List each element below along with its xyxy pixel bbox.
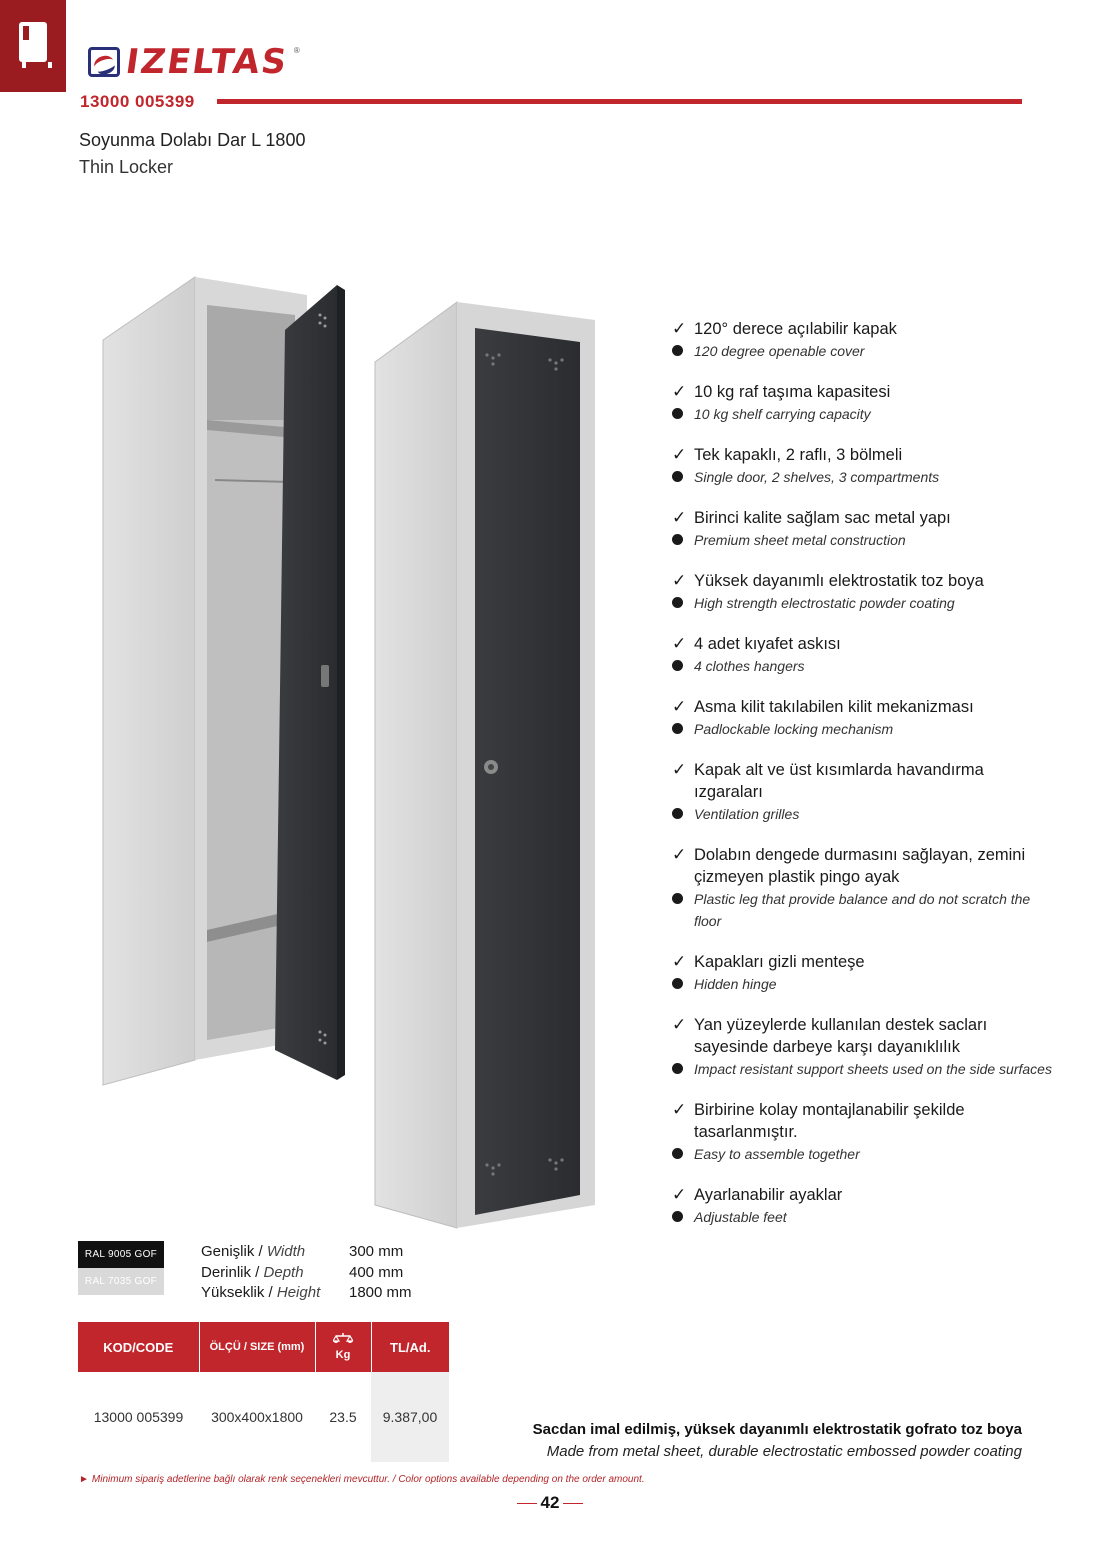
ral-swatch-black: RAL 9005 GOF xyxy=(78,1241,164,1268)
check-icon: ✓ xyxy=(672,1015,687,1034)
coating-note-tr: Sacdan imal edilmiş, yüksek dayanımlı elektrostatik gofrato toz boya xyxy=(532,1421,1022,1438)
feature-text-en: 4 clothes hangers xyxy=(694,658,805,674)
feature-item xyxy=(672,444,1052,488)
footnote-text: Minimum sipariş adetlerine bağlı olarak renk seçenekleri mevcuttur. / Color options available depending on the order amount. xyxy=(91,1474,645,1485)
feature-list xyxy=(672,318,1052,1247)
check-icon: ✓ xyxy=(672,760,687,779)
feature-text-en: 120 degree openable cover xyxy=(694,343,865,359)
bullet-icon xyxy=(672,1143,694,1165)
header-size: ÖLÇÜ / SIZE (mm) xyxy=(199,1322,315,1372)
check-icon: ✓ xyxy=(672,382,687,401)
feature-text-en: 10 kg shelf carrying capacity xyxy=(694,406,871,422)
feature-item xyxy=(672,318,1052,362)
open-locker xyxy=(103,277,345,1085)
footnote xyxy=(79,1474,645,1485)
feature-text-en: Premium sheet metal construction xyxy=(694,532,906,548)
header-rule xyxy=(217,99,1022,104)
feature-text-tr: Asma kilit takılabilen kilit mekanizması xyxy=(694,698,974,716)
feature-item xyxy=(672,570,1052,614)
triangle-arrow-icon: ► xyxy=(79,1474,89,1485)
feature-item xyxy=(672,1099,1052,1165)
product-image xyxy=(95,270,605,1240)
bullet-icon xyxy=(672,340,694,362)
feature-text-tr: 120° derece açılabilir kapak xyxy=(694,320,897,338)
feature-text-en: Ventilation grilles xyxy=(694,806,800,822)
header-kg: Kg xyxy=(335,1349,351,1361)
feature-text-en: Easy to assemble together xyxy=(694,1146,860,1162)
check-icon: ✓ xyxy=(672,571,687,590)
feature-text-tr: 10 kg raf taşıma kapasitesi xyxy=(694,383,891,401)
check-icon: ✓ xyxy=(672,845,687,864)
cell-price: 9.387,00 xyxy=(371,1372,449,1462)
table-row xyxy=(78,1372,449,1462)
header-code: KOD/CODE xyxy=(78,1322,199,1372)
page-number xyxy=(0,1493,1100,1513)
bullet-icon xyxy=(672,466,694,488)
bullet-icon xyxy=(672,592,694,614)
dimension-label-tr: Yükseklik xyxy=(201,1284,265,1301)
check-icon: ✓ xyxy=(672,634,687,653)
feature-text-en: Single door, 2 shelves, 3 compartments xyxy=(694,469,940,485)
feature-text-en: Impact resistant support sheets used on the side surfaces xyxy=(694,1061,1052,1077)
feature-text-en: Hidden hinge xyxy=(694,976,777,992)
bullet-icon xyxy=(672,655,694,677)
feature-item xyxy=(672,844,1052,932)
dimension-row: Genişlik / Width 300 mm xyxy=(201,1242,412,1263)
dimensions-list xyxy=(201,1242,412,1304)
feature-text-tr: Birbirine kolay montajlanabilir şekilde tasarlanmıştır. xyxy=(694,1101,965,1141)
feature-item xyxy=(672,759,1052,825)
cell-size: 300x400x1800 xyxy=(211,1409,303,1425)
cell-code: 13000 005399 xyxy=(93,1409,184,1425)
dimension-label-en: Width xyxy=(266,1243,306,1260)
feature-item xyxy=(672,696,1052,740)
dimension-row: Yükseklik / Height 1800 mm xyxy=(201,1283,412,1304)
feature-item xyxy=(672,1014,1052,1080)
bullet-icon xyxy=(672,888,694,932)
brand-mark-icon xyxy=(88,47,120,77)
feature-text-tr: Kapakları gizli menteşe xyxy=(694,953,865,971)
bullet-icon xyxy=(672,1058,694,1080)
cell-weight: 23.5 xyxy=(329,1409,357,1425)
scale-icon xyxy=(333,1333,353,1345)
feature-item xyxy=(672,951,1052,995)
dimension-value: 1800 mm xyxy=(349,1284,412,1301)
page-number-dash xyxy=(517,1503,537,1504)
feature-item xyxy=(672,1184,1052,1228)
check-icon: ✓ xyxy=(672,319,687,338)
page-number-dash xyxy=(563,1503,583,1504)
check-icon: ✓ xyxy=(672,1185,687,1204)
product-title-tr: Soyunma Dolabı Dar L 1800 xyxy=(79,130,306,150)
feature-text-tr: Yan yüzeylerde kullanılan destek sacları sayesinde darbeye karşı dayanıklılık xyxy=(694,1016,988,1056)
bullet-icon xyxy=(672,973,694,995)
check-icon: ✓ xyxy=(672,697,687,716)
bullet-icon xyxy=(672,803,694,825)
page-number-value: 42 xyxy=(540,1493,560,1512)
feature-text-tr: Kapak alt ve üst kısımlarda havandırma ızgaraları xyxy=(694,761,984,801)
check-icon: ✓ xyxy=(672,1100,687,1119)
brand-logo xyxy=(88,44,300,80)
dimension-label-tr: Derinlik xyxy=(201,1263,252,1281)
feature-text-en: Plastic leg that provide balance and do not scratch the floor xyxy=(694,891,1031,929)
feature-text-tr: Yüksek dayanımlı elektrostatik toz boya xyxy=(694,572,984,590)
product-title-en: Thin Locker xyxy=(79,157,174,177)
check-icon: ✓ xyxy=(672,952,687,971)
check-icon: ✓ xyxy=(672,508,687,527)
closed-locker xyxy=(375,302,595,1228)
bullet-icon xyxy=(672,1206,694,1228)
feature-text-tr: Dolabın dengede durmasını sağlayan, zemini çizmeyen plastik pingo ayak xyxy=(694,846,1026,886)
feature-text-tr: Ayarlanabilir ayaklar xyxy=(694,1186,843,1204)
feature-text-en: Adjustable feet xyxy=(694,1209,787,1225)
registered-mark: ® xyxy=(293,46,300,55)
dimension-value: 300 mm xyxy=(349,1243,404,1260)
dimension-label-en: Depth xyxy=(263,1263,304,1281)
dimension-value: 400 mm xyxy=(349,1263,404,1281)
feature-text-tr: Tek kapaklı, 2 raflı, 3 bölmeli xyxy=(694,446,903,464)
check-icon: ✓ xyxy=(672,445,687,464)
coating-note-en: Made from metal sheet, durable electrostatic embossed powder coating xyxy=(546,1443,1022,1460)
header-weight xyxy=(315,1322,371,1372)
ral-swatch-grey: RAL 7035 GOF xyxy=(78,1268,164,1295)
bullet-icon xyxy=(672,529,694,551)
dimension-label-tr: Genişlik xyxy=(201,1243,255,1260)
price-table xyxy=(78,1322,449,1462)
feature-text-tr: 4 adet kıyafet askısı xyxy=(694,635,841,653)
feature-item xyxy=(672,507,1052,551)
bullet-icon xyxy=(672,718,694,740)
feature-item xyxy=(672,381,1052,425)
locker-icon xyxy=(19,22,47,62)
feature-item xyxy=(672,633,1052,677)
product-code: 13000 005399 xyxy=(80,92,195,111)
dimension-label-en: Height xyxy=(276,1284,321,1301)
header-price: TL/Ad. xyxy=(371,1322,449,1372)
category-tab xyxy=(0,0,66,92)
feature-text-en: High strength electrostatic powder coating xyxy=(694,595,955,611)
feature-text-en: Padlockable locking mechanism xyxy=(694,721,894,737)
feature-text-tr: Birinci kalite sağlam sac metal yapı xyxy=(694,509,951,527)
bullet-icon xyxy=(672,403,694,425)
dimension-row: Derinlik / Depth 400 mm xyxy=(201,1263,412,1284)
brand-name: IZELTAS xyxy=(123,42,291,82)
